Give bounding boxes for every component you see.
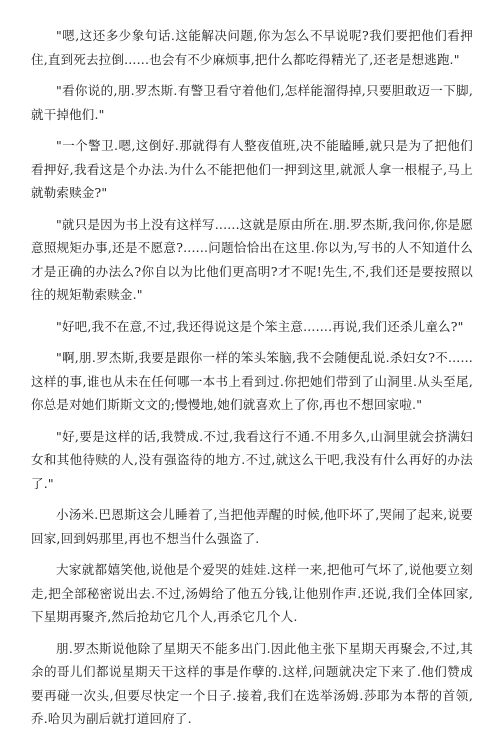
paragraph: "一个警卫.嗯,这倒好.那就得有人整夜值班,决不能瞌睡,就只是为了把他们看押好,我看这是个办法.为什么不能把他们一押到这里,就派人拿一根棍子,马上就勒索赎金?" (31, 138, 473, 200)
paragraph: 大家就都嬉笑他,说他是个爱哭的娃娃.这样一来,把他可气坏了,说他要立刻走,把全部秘密说出去.不过,汤姆给了他五分钱,让他别作声.还说,我们全体回家,下星期再聚齐,然后抢劫它几个人,再杀它几个人. (31, 562, 473, 624)
paragraph: "就只是因为书上没有这样写......这就是原由所在.朋.罗杰斯,我问你,你是愿意照规矩办事,还是不愿意?......问题恰恰出在这里.你以为,写书的人不知道什么才是正确的办法么?你自以为比他们更高明?才不呢!先生,不,我们还是要按照以往的规矩勒索赎金." (31, 216, 473, 302)
paragraph: "看你说的,朋.罗杰斯.有警卫看守着他们,怎样能溜得掉,只要胆敢迈一下脚,就干掉他们." (31, 83, 473, 122)
paragraph: 小汤米.巴恩斯这会儿睡着了,当把他弄醒的时候,他吓坏了,哭闹了起来,说要回家,回到妈那里,再也不想当什么强盗了. (31, 507, 473, 546)
paragraph: "啊,朋.罗杰斯,我要是跟你一样的笨头笨脑,我不会随便乱说.杀妇女?不......这样的事,谁也从未在任何哪一本书上看到过.你把她们带到了山洞里.从头至尾,你总是对她们斯斯文文的;慢慢地,她们就喜欢上了你,再也不想回家啦." (31, 350, 473, 412)
paragraph: "嗯,这还多少象句话.这能解决问题,你为怎么不早说呢?我们要把他们看押住,直到死去拉倒......也会有不少麻烦事,把什么都吃得精光了,还老是想逃跑." (31, 28, 473, 67)
document-body (31, 24, 473, 739)
paragraph: 朋.罗杰斯说他除了星期天不能多出门.因此他主张下星期天再聚会,不过,其余的哥儿们都说星期天干这样的事是作孽的.这样,问题就决定下来了.他们赞成要再碰一次头,但要尽快定一个日子.接着,我们在选举汤姆.莎耶为本帮的首领,乔.哈贝为副后就打道回府了. (31, 640, 473, 726)
paragraph: "好吧,我不在意,不过,我还得说这是个笨主意.......再说,我们还杀儿童么?" (56, 318, 464, 334)
paragraph: "好,要是这样的话,我赞成.不过,我看这行不通.不用多久,山洞里就会挤满妇女和其他待赎的人,没有强盗待的地方.不过,就这么干吧,我没有什么再好的办法了." (31, 428, 473, 491)
